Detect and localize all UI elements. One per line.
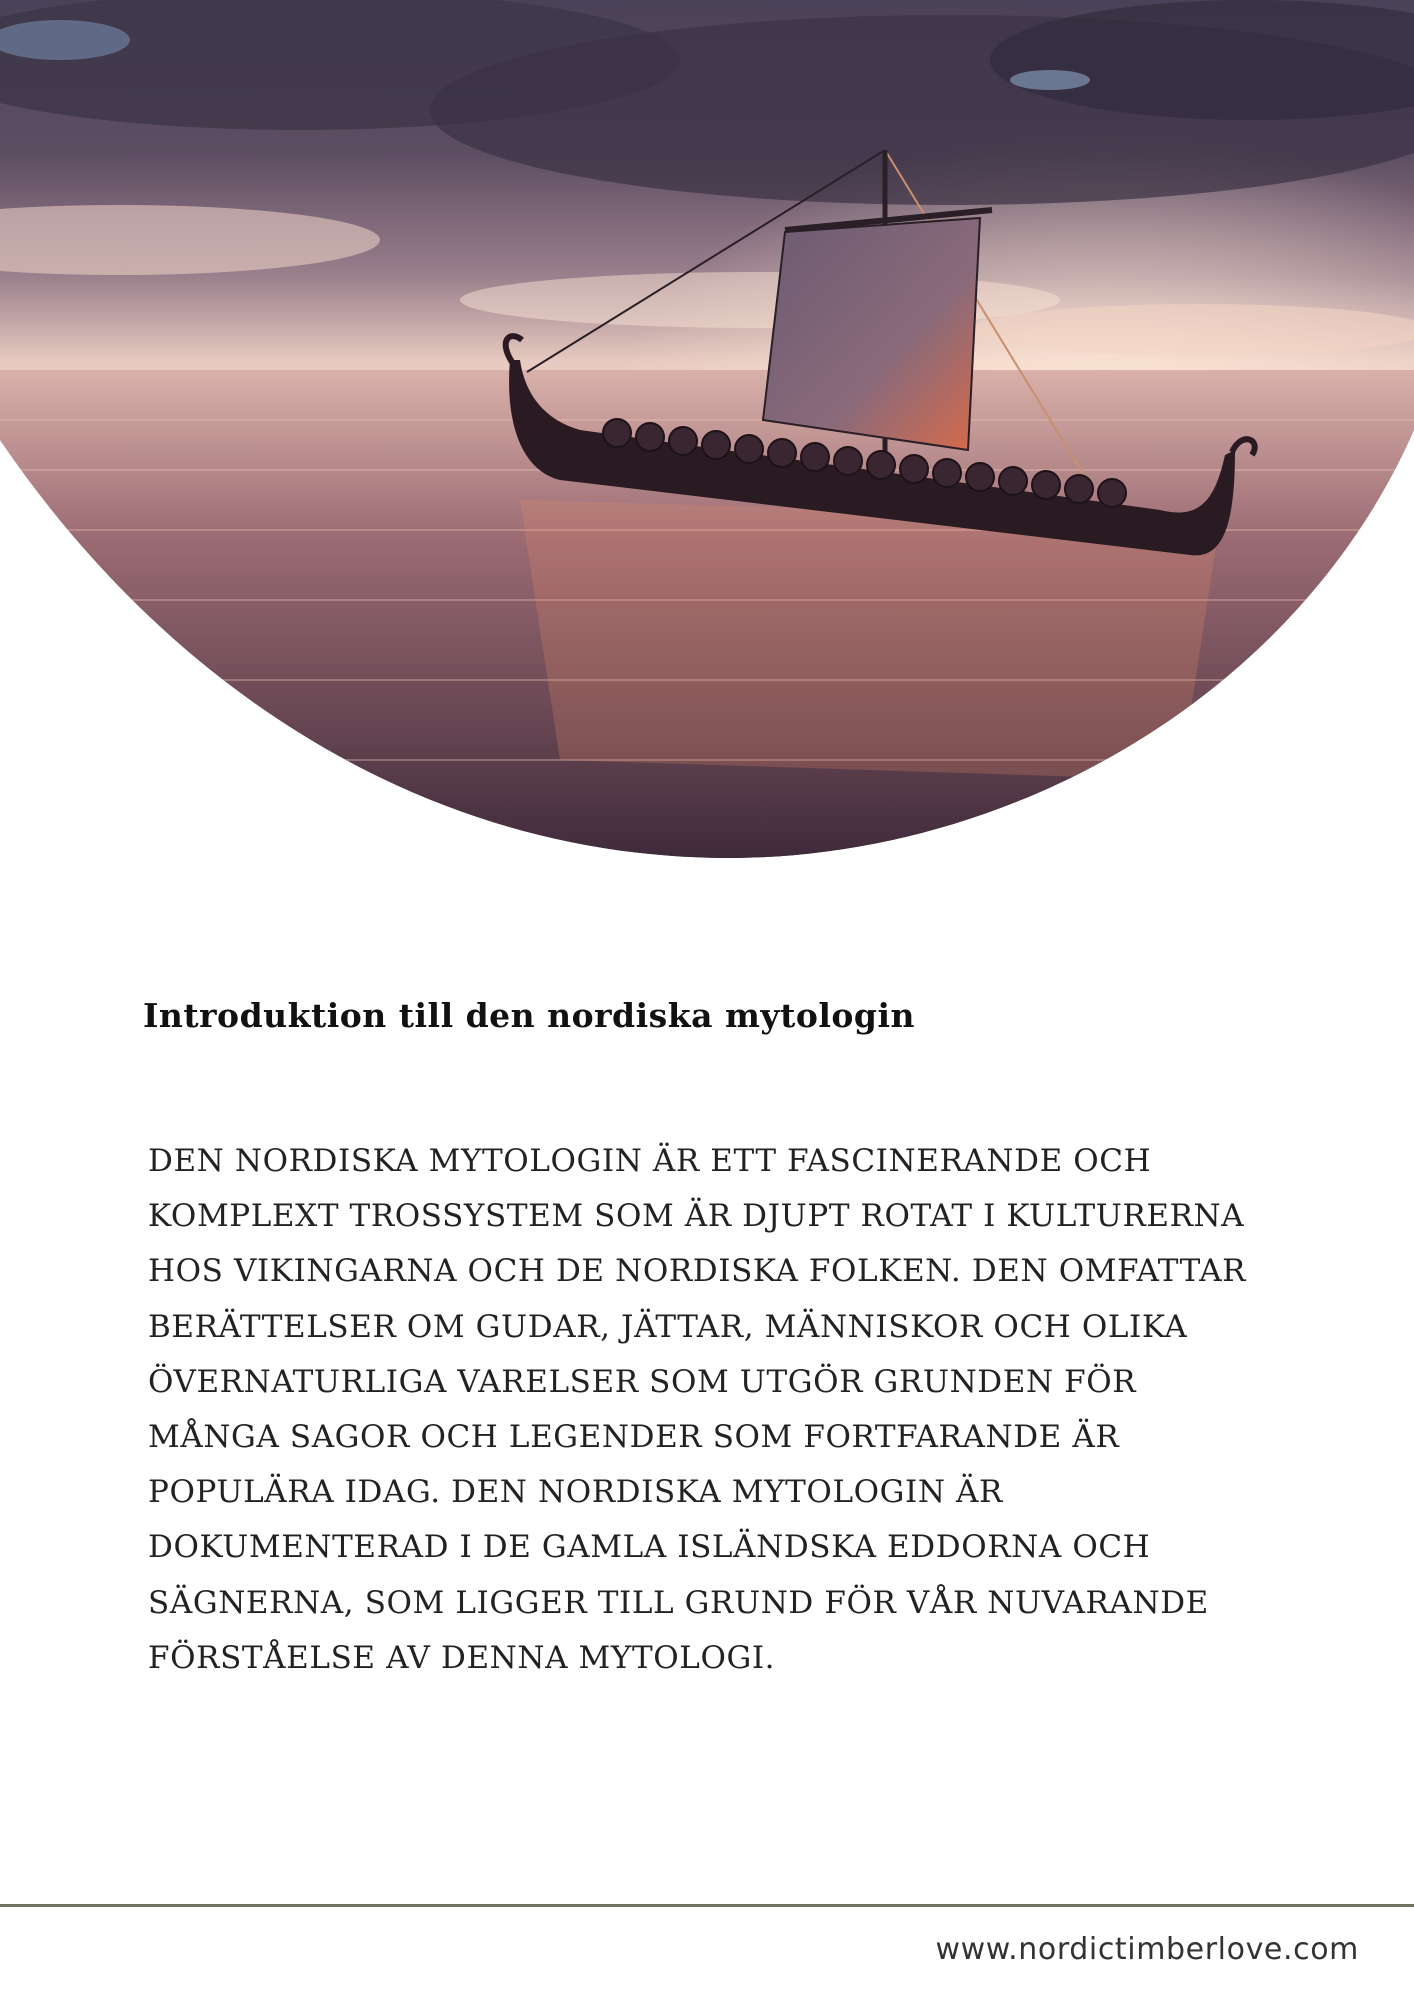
page-title: Introduktion till den nordiska mytologin: [143, 996, 915, 1035]
footer-website-url: www.nordictimberlove.com: [935, 1932, 1359, 1967]
footer-divider: [0, 1904, 1414, 1907]
intro-paragraph: DEN NORDISKA MYTOLOGIN ÄR ETT FASCINERANDE OCH KOMPLEXT TROSSYSTEM SOM ÄR DJUPT ROTAT I KULTURERNA HOS VIKINGARNA OCH DE NORDISKA FOLKEN. DEN OMFATTAR BERÄTTELSER OM GUDAR, JÄTTAR, MÄNNISKOR OCH OLIKA ÖVERNATURLIGA VARELSER SOM UTGÖR GRUNDEN FÖR MÅNGA SAGOR OCH LEGENDER SOM FORTFARANDE ÄR POPULÄRA IDAG. DEN NORDISKA MYTOLOGIN ÄR DOKUMENTERAD I DE GAMLA ISLÄNDSKA EDDORNA OCH SÄGNERNA, SOM LIGGER TILL GRUND FÖR VÅR NUVARANDE FÖRSTÅELSE AV DENNA MYTOLOGI.: [148, 1143, 1247, 1676]
viking-ship-illustration: [0, 0, 1414, 860]
hero-image: [0, 0, 1414, 860]
